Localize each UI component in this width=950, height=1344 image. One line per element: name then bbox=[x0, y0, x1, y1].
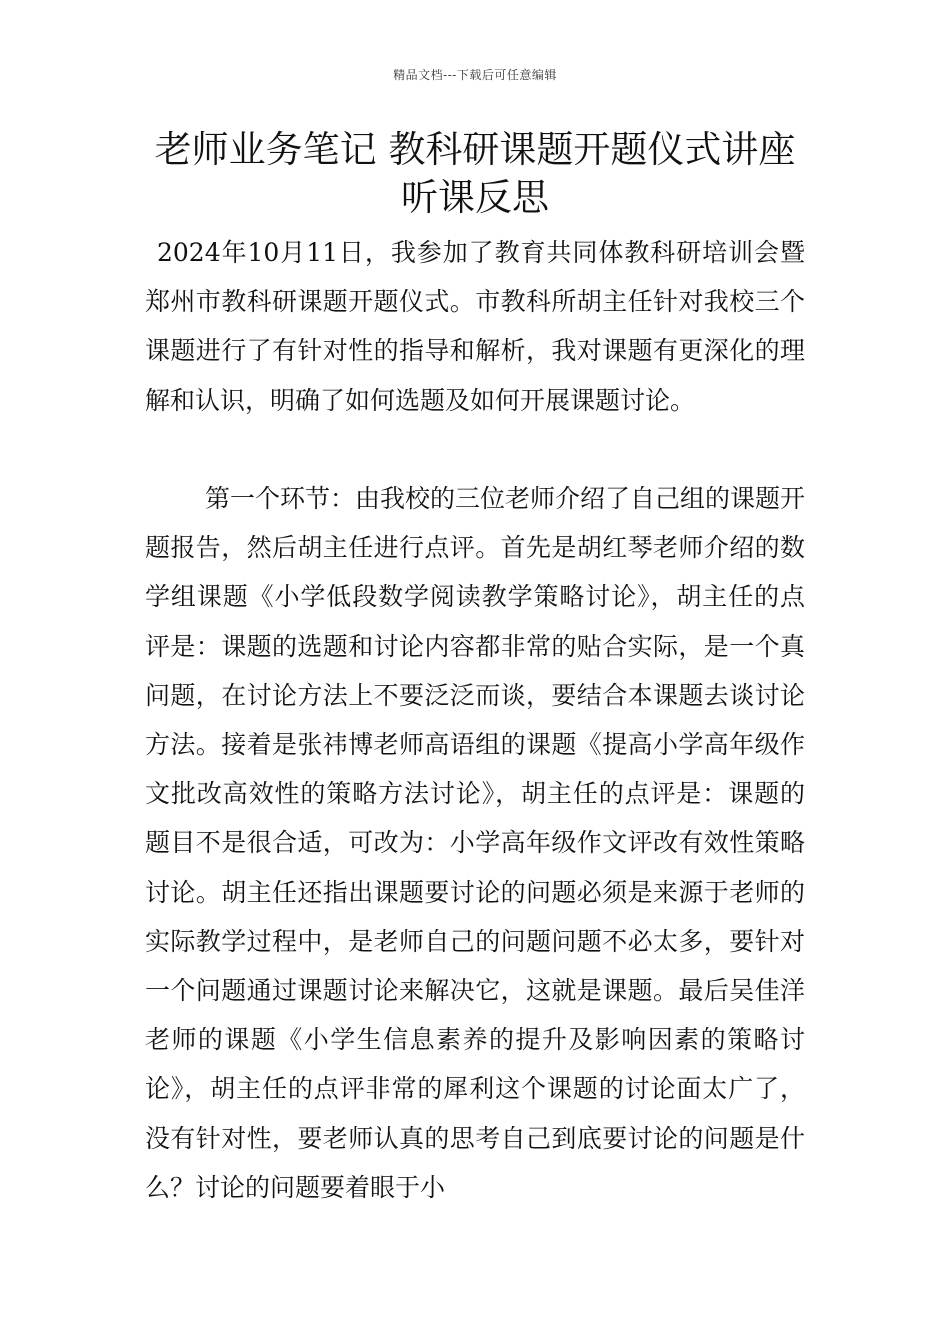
paragraph-first-session: 第一个环节：由我校的三位老师介绍了自己组的课题开题报告，然后胡主任进行点评。首先是胡红琴老师介绍的数学组课题《小学低段数学阅读教学策略讨论》，胡主任的点评是：课题的选题和讨论内容都非常的贴合实际，是一个真问题，在讨论方法上不要泛泛而谈，要结合本课题去谈讨论方法。接着是张祎博老师高语组的课题《提高小学高年级作文批改高效性的策略方法讨论》，胡主任的点评是：课题的题目不是很合适，可改为：小学高年级作文评改有效性策略讨论。胡主任还指出课题要讨论的问题必须是来源于老师的实际教学过程中，是老师自己的问题问题不必太多，要针对一个问题通过课题讨论来解决它，这就是课题。最后吴佳洋老师的课题《小学生信息素养的提升及影响因素的策略讨论》，胡主任的点评非常的犀利这个课题的讨论面太广了，没有针对性，要老师认真的思考自己到底要讨论的问题是什么？讨论的问题要着眼于小 bbox=[145, 484, 806, 1202]
document-title: 老师业务笔记 教科研课题开题仪式讲座听课反思 bbox=[154, 128, 796, 219]
page-header: 精品文档---下载后可任意编辑 bbox=[393, 68, 557, 82]
paragraph-intro: 2024年10月11日，我参加了教育共同体教科研培训会暨郑州市教科研课题开题仪式。市教科所胡主任针对我校三个课题进行了有针对性的指导和解析，我对课题有更深化的理解和认识，明确了如何选题及如何开展课题讨论。 bbox=[145, 238, 805, 415]
